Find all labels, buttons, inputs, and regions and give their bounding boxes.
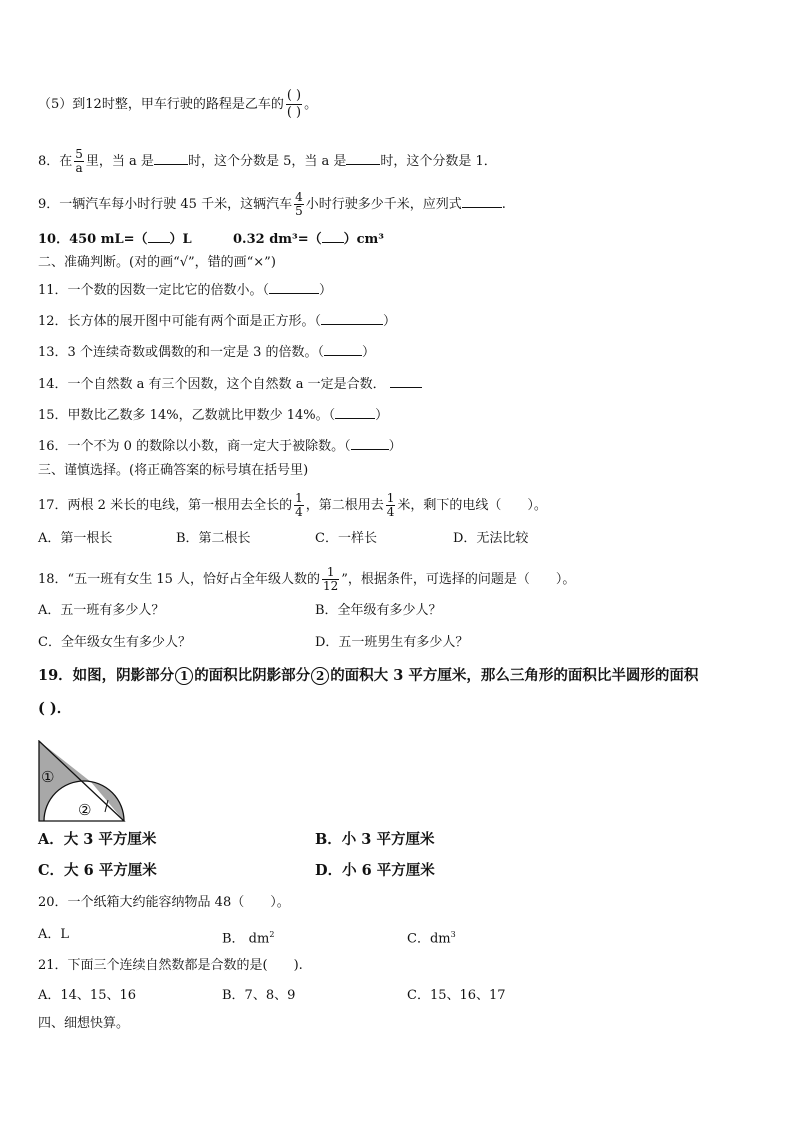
q9-text-3: .: [501, 197, 506, 212]
q13-text: 13．3 个连续奇数或偶数的和一定是 3 的倍数。（: [38, 345, 324, 360]
q18-option-d[interactable]: D．五一班男生有多少人？: [315, 635, 469, 650]
q20-option-c-sup: 3: [450, 930, 456, 939]
q17-f1-num: 1: [295, 491, 303, 505]
q18-option-a[interactable]: A．五一班有多少人？: [38, 603, 165, 618]
section-3-heading: 三、谨慎选择。(将正确答案的标号填在括号里): [38, 463, 309, 478]
question-9: [38, 191, 506, 218]
q19-option-b[interactable]: B．小 3 平方厘米: [315, 831, 435, 848]
q16-blank[interactable]: [351, 436, 389, 450]
q17-option-a[interactable]: A．第一根长: [38, 531, 113, 546]
question-15: [38, 405, 388, 425]
q5-fraction-den: ( ): [286, 105, 302, 120]
q17-f1-den: 4: [295, 505, 303, 519]
q8-text-1: 8．在: [38, 154, 73, 169]
q19-text-3: 的面积大 3 平方厘米，那么三角形的面积比半圆形的面积: [330, 667, 699, 684]
q13-blank[interactable]: [324, 342, 362, 356]
q20-option-b-sup: 2: [269, 930, 275, 939]
q18-text-2: ”，根据条件，可选择的问题是（ ）。: [341, 572, 576, 587]
q19-text-2: 的面积比阴影部分: [194, 667, 311, 684]
q10-text-a2: ）L: [169, 232, 192, 247]
q21-option-a[interactable]: A．14、15、16: [38, 988, 137, 1003]
q8-frac-den: a: [75, 161, 83, 175]
question-17: [38, 492, 547, 519]
question-13: [38, 342, 375, 362]
q9-frac-num: 4: [295, 190, 303, 204]
q17-f2-den: 4: [386, 505, 395, 519]
q8-blank-2[interactable]: [346, 151, 380, 165]
q12-blank[interactable]: [321, 311, 383, 325]
q11-text: 11．一个数的因数一定比它的倍数小。（: [38, 283, 270, 298]
q20-option-b[interactable]: [222, 926, 274, 948]
q8-text-3: 时，这个分数是 5，当 a 是: [187, 154, 347, 169]
q16-text: 16．一个不为 0 的数除以小数，商一定大于被除数。（: [38, 439, 351, 454]
q17-fraction-2: [386, 492, 396, 519]
q17-text-3: 米，剩下的电线（ ）。: [397, 498, 547, 513]
question-14: [38, 374, 422, 394]
q15-text: 15．甲数比乙数多 14%，乙数就比甲数少 14%。（: [38, 408, 336, 423]
q13-end: ）: [361, 345, 375, 360]
q17-f2-num: 1: [386, 491, 395, 505]
q8-blank-1[interactable]: [154, 151, 188, 165]
q5-suffix: 。: [304, 97, 318, 112]
q18-option-b[interactable]: B．全年级有多少人？: [315, 603, 442, 618]
q20-option-b-text: B． dm: [222, 931, 270, 947]
q21-option-b[interactable]: B．7、8、9: [222, 988, 296, 1003]
q12-end: ）: [383, 314, 397, 329]
q20-option-a[interactable]: A．L: [38, 927, 70, 942]
question-20: 20．一个纸箱大约能容纳物品 48（ ）。: [38, 895, 290, 910]
q20-option-c[interactable]: [407, 926, 456, 948]
q17-option-c[interactable]: C．一样长: [315, 531, 377, 546]
q11-end: ）: [319, 283, 333, 298]
q19-circle-2: 2: [311, 667, 329, 685]
q10-text-b2: ）cm³: [343, 232, 384, 247]
q14-text: 14．一个自然数 a 有三个因数，这个自然数 a 一定是合数．: [38, 377, 386, 392]
q8-text-4: 时，这个分数是 1．: [380, 154, 497, 169]
q10-text-a1: 10．450 mL=（: [38, 232, 148, 247]
q9-text-1: 9．一辆汽车每小时行驶 45 千米，这辆汽车: [38, 197, 293, 212]
q11-blank[interactable]: [269, 280, 319, 294]
q17-text-1: 17．两根 2 米长的电线，第一根用去全长的: [38, 498, 293, 513]
fig-label-2: ②: [78, 801, 92, 819]
q5-fraction: [286, 88, 302, 121]
question-16: [38, 436, 402, 456]
fig-label-1: ①: [41, 768, 55, 786]
q17-option-d[interactable]: D．无法比较: [453, 531, 529, 546]
q14-blank[interactable]: [390, 374, 422, 388]
question-10: [38, 229, 192, 249]
q19-figure: [38, 740, 128, 824]
question-5: [38, 88, 317, 121]
question-11: [38, 280, 332, 300]
question-12: [38, 311, 396, 331]
question-10b: [233, 229, 384, 249]
q15-blank[interactable]: [335, 405, 375, 419]
q9-frac-den: 5: [295, 204, 303, 218]
q9-text-2: 小时行驶多少千米，应列式: [305, 197, 462, 212]
q8-frac-num: 5: [75, 147, 83, 161]
q16-end: ）: [388, 439, 402, 454]
q20-option-c-text: C．dm: [407, 931, 451, 947]
question-8: [38, 148, 497, 175]
q9-fraction: [294, 191, 304, 218]
q10-text-b1: 0.32 dm³=（: [233, 232, 322, 247]
question-18: [38, 566, 575, 593]
q5-fraction-num: ( ): [286, 88, 302, 103]
question-19-answer: ( )．: [38, 700, 72, 717]
q9-blank[interactable]: [462, 194, 502, 208]
q17-option-b[interactable]: B．第二根长: [176, 531, 251, 546]
q8-fraction: [74, 148, 84, 175]
section-2-heading: 二、准确判断。(对的画“√”，错的画“×”): [38, 255, 276, 270]
q10-blank-1[interactable]: [148, 229, 170, 243]
q21-option-c[interactable]: C．15、16、17: [407, 988, 506, 1003]
q18-text-1: 18．“五一班有女生 15 人，恰好占全年级人数的: [38, 572, 320, 587]
q12-text: 12．长方体的展开图中可能有两个面是正方形。（: [38, 314, 322, 329]
q18-f-num: 1: [326, 565, 335, 579]
section-4-heading: 四、细想快算。: [38, 1016, 130, 1031]
q18-fraction: [322, 566, 339, 593]
question-21: 21．下面三个连续自然数都是合数的是( ).: [38, 958, 303, 973]
q17-text-2: ，第二根用去: [305, 498, 384, 513]
q8-text-2: 里，当 a 是: [85, 154, 154, 169]
q19-option-c[interactable]: C．大 6 平方厘米: [38, 862, 157, 879]
q18-f-den: 12: [323, 579, 339, 593]
q5-prefix: （5）到12时整，甲车行驶的路程是乙车的: [38, 97, 284, 112]
q19-option-d[interactable]: D．小 6 平方厘米: [315, 862, 435, 879]
q19-text-1: 19．如图，阴影部分: [38, 667, 175, 684]
q15-end: ）: [375, 408, 389, 423]
q19-option-a[interactable]: A．大 3 平方厘米: [38, 831, 157, 848]
question-19: [38, 664, 698, 685]
q17-fraction-1: [294, 492, 304, 519]
q19-circle-1: 1: [175, 667, 193, 685]
q10-blank-2[interactable]: [322, 229, 344, 243]
q18-option-c[interactable]: C．全年级女生有多少人？: [38, 635, 191, 650]
